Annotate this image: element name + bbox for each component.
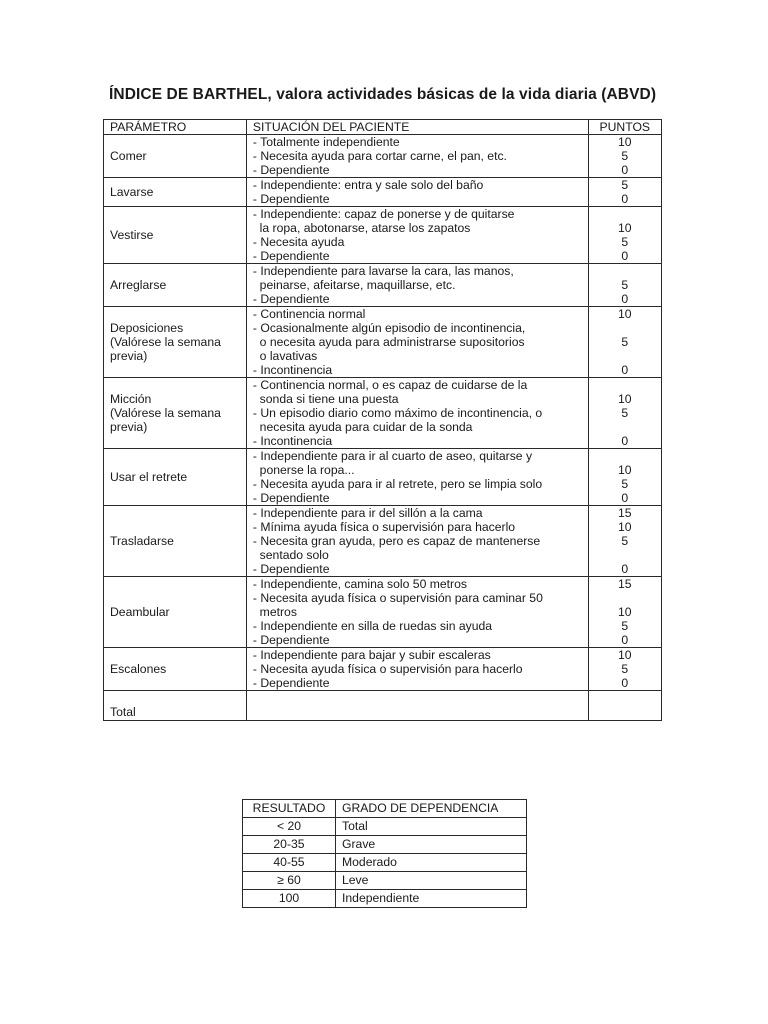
situation-line: - Necesita ayuda para cortar carne, el pan, etc.: [252, 149, 507, 163]
barthel-row: [104, 178, 662, 207]
situation-line: - Independiente: capaz de ponerse y de quitarse: [252, 207, 515, 221]
situation-line: o necesita ayuda para administrarse supositorios: [252, 335, 525, 349]
header-grado: GRADO DE DEPENDENCIA: [336, 800, 527, 818]
points-value: [589, 264, 661, 278]
barthel-row: [104, 378, 662, 449]
situation-line: sentado solo: [252, 548, 329, 562]
points-value: 5: [621, 406, 629, 420]
points-value: 10: [618, 520, 632, 534]
points-value: 10: [618, 463, 632, 477]
situation-line: - Independiente: entra y sale solo del baño: [252, 178, 484, 192]
header-parametro: PARÁMETRO: [104, 120, 247, 135]
points-value: [589, 420, 661, 434]
result-header-row: [243, 800, 527, 818]
points-cell: [588, 135, 661, 178]
parameter-cell: [104, 178, 247, 207]
barthel-header-row: [104, 120, 662, 135]
total-blank: [246, 691, 588, 721]
points-value: 0: [621, 249, 629, 263]
situation-line: - Incontinencia: [252, 363, 333, 377]
situation-line: la ropa, abotonarse, atarse los zapatos: [252, 221, 471, 235]
parameter-cell: [104, 207, 247, 264]
parameter-cell: [104, 648, 247, 691]
situation-line: - Dependiente: [252, 192, 330, 206]
barthel-row: [104, 307, 662, 378]
situation-line: - Necesita gran ayuda, pero es capaz de mantenerse: [252, 534, 541, 548]
situation-line: - Independiente para lavarse la cara, las manos,: [252, 264, 514, 278]
barthel-row: [104, 449, 662, 506]
situation-line: ponerse la ropa...: [252, 463, 355, 477]
result-range: 20-35: [243, 836, 336, 854]
points-value: 10: [618, 605, 632, 619]
parameter-line: Comer: [110, 149, 147, 163]
result-range: < 20: [243, 818, 336, 836]
points-cell: [588, 506, 661, 577]
parameter-cell: [104, 264, 247, 307]
parameter-line: Micción: [110, 392, 152, 406]
situation-line: - Un episodio diario como máximo de incontinencia, o: [252, 406, 543, 420]
parameter-line: Lavarse: [110, 185, 154, 199]
situation-line: - Dependiente: [252, 249, 330, 263]
situation-line: - Totalmente independiente: [252, 135, 400, 149]
points-value: 5: [621, 278, 629, 292]
situation-line: - Necesita ayuda física o supervisión para hacerlo: [252, 662, 523, 676]
points-value: [589, 591, 661, 605]
parameter-cell: [104, 378, 247, 449]
result-range: ≥ 60: [243, 872, 336, 890]
points-cell: [588, 264, 661, 307]
situation-cell: [246, 506, 588, 577]
situation-line: metros: [252, 605, 297, 619]
barthel-row: [104, 207, 662, 264]
barthel-body: [104, 135, 662, 691]
situation-line: peinarse, afeitarse, maquillarse, etc.: [252, 278, 456, 292]
parameter-line: (Valórese la semana: [110, 406, 221, 420]
result-row: [243, 854, 527, 872]
barthel-row: [104, 577, 662, 648]
situation-line: - Incontinencia: [252, 434, 333, 448]
dependency-grade: Grave: [336, 836, 527, 854]
situation-line: - Independiente para bajar y subir escaleras: [252, 648, 491, 662]
total-label: Total: [104, 691, 247, 721]
result-row: [243, 872, 527, 890]
points-value: 0: [621, 562, 629, 576]
result-row: [243, 818, 527, 836]
parameter-line: previa): [110, 420, 148, 434]
barthel-row: [104, 264, 662, 307]
situation-line: - Dependiente: [252, 562, 330, 576]
points-value: 5: [621, 662, 629, 676]
points-value: [589, 349, 661, 363]
points-value: 15: [618, 577, 632, 591]
header-puntos: PUNTOS: [588, 120, 661, 135]
points-value: 0: [621, 633, 629, 647]
situation-line: - Necesita ayuda para ir al retrete, pero se limpia solo: [252, 477, 543, 491]
dependency-grade: Independiente: [336, 890, 527, 908]
dependency-grade: Leve: [336, 872, 527, 890]
result-table: [242, 799, 527, 908]
parameter-line: Deambular: [110, 605, 170, 619]
situation-line: - Independiente para ir del sillón a la cama: [252, 506, 483, 520]
points-cell: [588, 577, 661, 648]
parameter-cell: [104, 506, 247, 577]
situation-cell: [246, 264, 588, 307]
situation-cell: [246, 135, 588, 178]
points-value: [589, 378, 661, 392]
situation-line: - Dependiente: [252, 292, 330, 306]
situation-cell: [246, 378, 588, 449]
parameter-line: (Valórese la semana: [110, 335, 221, 349]
points-value: 5: [621, 619, 629, 633]
situation-line: - Ocasionalmente algún episodio de incontinencia,: [252, 321, 526, 335]
points-value: 5: [621, 178, 629, 192]
situation-line: o lavativas: [252, 349, 318, 363]
result-row: [243, 890, 527, 908]
situation-line: - Mínima ayuda física o supervisión para hacerlo: [252, 520, 516, 534]
points-value: 10: [618, 648, 632, 662]
barthel-row: [104, 648, 662, 691]
parameter-cell: [104, 577, 247, 648]
result-range: 40-55: [243, 854, 336, 872]
points-value: 15: [618, 506, 632, 520]
points-value: 0: [621, 676, 629, 690]
points-value: 5: [621, 335, 629, 349]
situation-line: - Independiente, camina solo 50 metros: [252, 577, 467, 591]
points-cell: [588, 648, 661, 691]
situation-cell: [246, 178, 588, 207]
points-value: [589, 207, 661, 221]
page-title: ÍNDICE DE BARTHEL, valora actividades básicas de la vida diaria (ABVD): [109, 86, 657, 103]
points-value: 5: [621, 477, 629, 491]
dependency-grade: Total: [336, 818, 527, 836]
parameter-cell: [104, 449, 247, 506]
situation-cell: [246, 449, 588, 506]
situation-line: - Continencia normal: [252, 307, 366, 321]
points-value: [589, 548, 661, 562]
situation-cell: [246, 207, 588, 264]
situation-line: - Necesita ayuda: [252, 235, 345, 249]
situation-cell: [246, 307, 588, 378]
parameter-line: Trasladarse: [110, 534, 174, 548]
result-range: 100: [243, 890, 336, 908]
points-value: 0: [621, 192, 629, 206]
header-situacion: SITUACIÓN DEL PACIENTE: [246, 120, 588, 135]
points-value: 5: [621, 149, 629, 163]
dependency-grade: Moderado: [336, 854, 527, 872]
situation-line: - Dependiente: [252, 633, 330, 647]
points-value: 10: [618, 135, 632, 149]
situation-line: - Dependiente: [252, 491, 330, 505]
parameter-line: Escalones: [110, 662, 167, 676]
barthel-row: [104, 506, 662, 577]
parameter-line: Deposiciones: [110, 321, 184, 335]
situation-line: necesita ayuda para cuidar de la sonda: [252, 420, 473, 434]
points-value: 10: [618, 221, 632, 235]
barthel-table: [103, 119, 662, 721]
parameter-line: Arreglarse: [110, 278, 167, 292]
parameter-cell: [104, 307, 247, 378]
points-cell: [588, 307, 661, 378]
situation-line: - Continencia normal, o es capaz de cuidarse de la: [252, 378, 528, 392]
points-value: 0: [621, 434, 629, 448]
total-points-cell: [588, 691, 661, 721]
total-row: [104, 691, 662, 721]
result-row: [243, 836, 527, 854]
points-value: 0: [621, 163, 629, 177]
parameter-line: Usar el retrete: [110, 470, 188, 484]
points-cell: [588, 178, 661, 207]
points-value: 10: [618, 392, 632, 406]
points-value: 0: [621, 491, 629, 505]
parameter-cell: [104, 135, 247, 178]
barthel-row: [104, 135, 662, 178]
parameter-line: previa): [110, 349, 148, 363]
points-cell: [588, 378, 661, 449]
points-cell: [588, 449, 661, 506]
situation-line: - Independiente para ir al cuarto de aseo, quitarse y: [252, 449, 533, 463]
parameter-line: Vestirse: [110, 228, 154, 242]
situation-line: sonda si tiene una puesta: [252, 392, 399, 406]
situation-cell: [246, 648, 588, 691]
points-value: 0: [621, 363, 629, 377]
points-value: [589, 321, 661, 335]
situation-cell: [246, 577, 588, 648]
result-body: [243, 818, 527, 908]
situation-line: - Independiente en silla de ruedas sin ayuda: [252, 619, 493, 633]
points-value: 0: [621, 292, 629, 306]
points-value: 5: [621, 534, 629, 548]
situation-line: - Dependiente: [252, 163, 330, 177]
situation-line: - Necesita ayuda física o supervisión para caminar 50: [252, 591, 543, 605]
points-value: [589, 449, 661, 463]
header-resultado: RESULTADO: [243, 800, 336, 818]
points-cell: [588, 207, 661, 264]
points-value: 5: [621, 235, 629, 249]
points-value: 10: [618, 307, 632, 321]
situation-line: - Dependiente: [252, 676, 330, 690]
